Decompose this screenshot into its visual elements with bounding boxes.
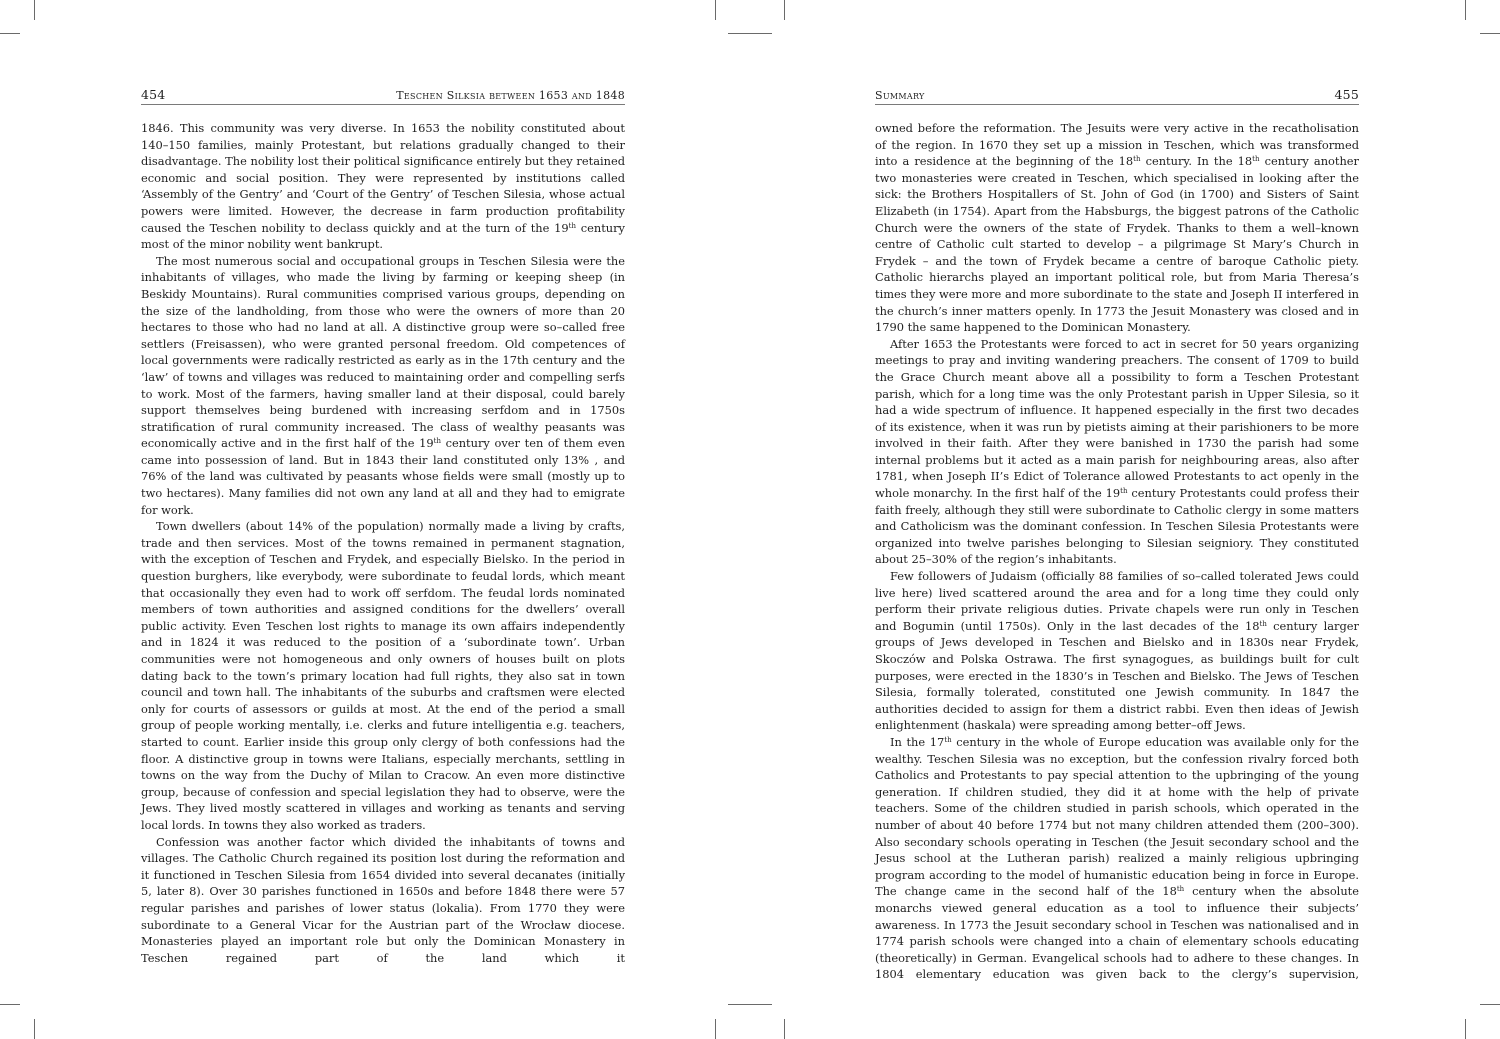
paragraph [141,120,625,253]
text-run: century larger groups of Jews developed in Teschen and Bielsko and in 1830s near Frydek, Skoczów and Polska Ostrawa. The first synagogues, as buildings built for cult purposes, were erected in the 1830’s in Teschen and Bielsko. The Jews of Teschen Silesia, formally tolerated, constituted one Jewish community. In 1847 the authorities decided to assign for them a district rabbi. Even then ideas of Jewish enlightenment (haskala) were spreading among better–off Jews. [875,618,1359,733]
crop-mark [715,0,716,20]
crop-mark [0,33,20,34]
running-header [875,87,1359,105]
text-run: Town dwellers (about 14% of the population) normally made a living by crafts, trade and then services. Most of the towns remained in permanent stagnation, with the exception of Teschen and Frydek, and especially Bielsko. In the period in question burghers, like everybody, were subordinate to feudal lords, which meant that occasionally they even had to work off serfdom. The feudal lords nominated members of town authorities and assigned conditions for the dwellers’ overall public activity. Even Teschen lost rights to manage its own affairs independently and in 1824 it was reduced to the position of a ‘subordinate town’. Urban communities were not homogeneous and only owners of houses built on plots dating back to the town’s primary location had full rights, they also sat in town council and town hall. The inhabitants of the suburbs and craftsmen were elected only for courts of assessors or guilds at most. At the end of the period a small group of people working mentally, i.e. clerks and future intelligentia e.g. teachers, started to count. Earlier inside this group only clergy of both confessions had the floor. A distinctive group in towns were Italians, especially merchants, settling in towns on the way from the Duchy of Milan to Cracow. An even more distinctive group, because of confession and special legislation they had to observe, were the Jews. They lived mostly scattered in villages and working as tenants and serving local lords. In towns they also worked as traders. [141,519,625,832]
ordinal-suffix: th [568,221,576,230]
crop-mark [34,1019,35,1039]
paragraph [875,568,1359,734]
paragraph [141,834,625,967]
crop-mark [728,33,772,34]
text-run: Confession was another factor which divided the inhabitants of towns and villages. The Catholic Church regained its position lost during the reformation and it functioned in Teschen Silesia from 1654 divided into several decanates (initially 5, later 8). Over 30 parishes functioned in 1650s and before 1848 there were 57 regular parishes and parishes of lower status (lokalia). From 1770 they were subordinate to a General Vicar for the Austrian part of the Wrocław diocese. Monasteries played an important role but only the Dominican Monastery in Teschen regained part of the land which it [141,834,625,965]
page-number: 455 [1334,87,1359,102]
ordinal-suffix: th [1176,885,1185,894]
text-run: century over ten of them even came into possession of land. But in 1843 their land constituted only 13% , and 76% of the land was cultivated by peasants whose fields were small (mostly up to two hectares). Many families did not own any land at all and they had to emigrate for work. [141,436,625,517]
paragraph [875,120,1359,336]
text-run: The most numerous social and occupational groups in Teschen Silesia were the inhabitants of villages, who made the living by farming or keeping sheep (in Beskidy Mountains). Rural communities comprised various groups, depending on the size of the landholding, from those who were the owners of more than 20 hectares to those who had no land at all. A distinctive group were so–called free settlers (Freisassen), who were granted personal freedom. Old competences of local governments were radically restricted as early as in the 17th century and the ‘law’ of towns and villages was reduced to maintaining order and compelling serfs to work. Most of the farmers, having smaller land at their disposal, could barely support themselves being burdened with increasing serfdom and in 1750s stratification of rural community increased. The class of wealthy peasants was economically active and in the first half of the 19 [141,253,625,451]
text-run: Few followers of Judaism (officially 88 families of so–called tolerated Jews could live here) lived scattered around the area and for a long time they could only perform their private religious duties. Private chapels were run only in Teschen and Bogumin (until 1750s). Only in the last decades of the 18 [875,569,1359,633]
crop-mark [1465,1019,1466,1039]
text-run: After 1653 the Protestants were forced to act in secret for 50 years organizing meetings to pray and inviting wandering preachers. The consent of 1709 to build the Grace Church meant above all a possibility to form a Teschen Protestant parish, which for a long time was the only Protestant parish in Upper Silesia, so it had a wide spectrum of influence. It happened especially in the first two decades of its existence, when it was run by pietists aiming at their parishioners to be more involved in their faith. After they were banished in 1730 the parish had some internal problems but it acted as a main parish for neighbouring areas, also after 1781, when Joseph II’s Edict of Tolerance allowed Protestants to act openly in the whole monarchy. In the first half of the 19 [875,336,1359,501]
crop-mark [784,1019,785,1039]
paragraph [875,336,1359,568]
ordinal-suffix: th [1133,155,1141,164]
right-page [875,87,1359,983]
crop-mark [728,1004,772,1005]
crop-mark [784,0,785,20]
text-run: In the 17 [890,734,945,749]
left-page [141,87,625,966]
crop-mark [715,1019,716,1039]
text-run: owned before the reformation. The Jesuits were very active in the recatholisation of the region. In 1670 they set up a mission in Teschen, which was transformed into a residence at the beginning of the 18 [875,121,1359,169]
running-header [141,87,625,105]
paragraph [875,734,1359,983]
crop-mark [0,1004,20,1005]
crop-mark [1465,0,1466,20]
paragraph [141,518,625,833]
text-run: century when the absolute monarchs viewed general education as a tool to influence their subjects’ awareness. In 1773 the Jesuit secondary school in Teschen was nationalised and in 1774 parish schools were changed into a chain of elementary schools educating (theoretically) in German. Evangelical schools had to adhere to these changes. In 1804 elementary education was given back to the clergy’s supervision, [875,884,1359,982]
paragraph [141,253,625,519]
text-run: century. In the 18 [1140,154,1253,169]
text-run: century another two monasteries were created in Teschen, which specialised in looking after the sick: the Brothers Hospitallers of St. John of God (in 1700) and Sisters of Saint Elizabeth (in 1754). Apart from the Habsburgs, the biggest patrons of the Catholic Church were the owners of the state of Frydek. Thanks to them a well–known centre of Catholic cult started to develop – a pilgrimage St Mary’s Church in Frydek – and the town of Frydek became a centre of baroque Catholic piety. Catholic hierarchs played an important political role, but from Maria Theresa’s times they were more and more subordinate to the state and Joseph II interfered in the church’s inner matters openly. In 1773 the Jesuit Monastery was closed and in 1790 the same happened to the Dominican Monastery. [875,154,1359,335]
ordinal-suffix: th [1252,155,1260,164]
ordinal-suffix: th [433,437,441,446]
body-text [875,120,1359,983]
page-number: 454 [141,87,166,102]
text-run: century Protestants could profess their faith freely, although they still were subordinate to Catholic clergy in some matters and Catholicism was the dominant confession. In Teschen Silesia Protestants were organized into twelve parishes belonging to Silesian seigniory. They constituted about 25–30% of the region’s inhabitants. [875,486,1359,567]
ordinal-suffix: th [1120,487,1128,496]
ordinal-suffix: th [1259,619,1267,628]
crop-mark [1480,1004,1500,1005]
text-run: century in the whole of Europe education was available only for the wealthy. Teschen Silesia was no exception, but the confession rivalry forced both Catholics and Protestants to pay special attention to the upbringing of the young generation. If children studied, they did it at home with the help of private teachers. Some of the children studied in parish schools, which operated in the number of about 40 before 1774 but not many children attended them (200–300). Also secondary schools operating in Teschen (the Jesuit secondary school and the Jesus school at the Lutheran parish) realized a mainly religious upbringing program according to the model of humanistic education being in force in Europe. The change came in the second half of the 18 [875,734,1359,899]
text-run: 1846. This community was very diverse. In 1653 the nobility constituted about 140–150 families, mainly Protestant, but relations gradually changed to their disadvantage. The nobility lost their political significance entirely but they retained economic and social position. They were represented by institutions called ‘Assembly of the Gentry’ and ‘Court of the Gentry’ of Teschen Silesia, whose actual powers were limited. However, the decrease in farm production profitability caused the Teschen nobility to declass quickly and at the turn of the 19 [141,121,625,235]
running-title: Summary [875,89,925,102]
ordinal-suffix: th [944,735,952,744]
crop-mark [1480,33,1500,34]
body-text [141,120,625,966]
crop-mark [34,0,35,20]
text-run: century most of the minor nobility went bankrupt. [141,220,625,252]
running-title: Teschen Silksia between 1653 and 1848 [396,89,625,102]
